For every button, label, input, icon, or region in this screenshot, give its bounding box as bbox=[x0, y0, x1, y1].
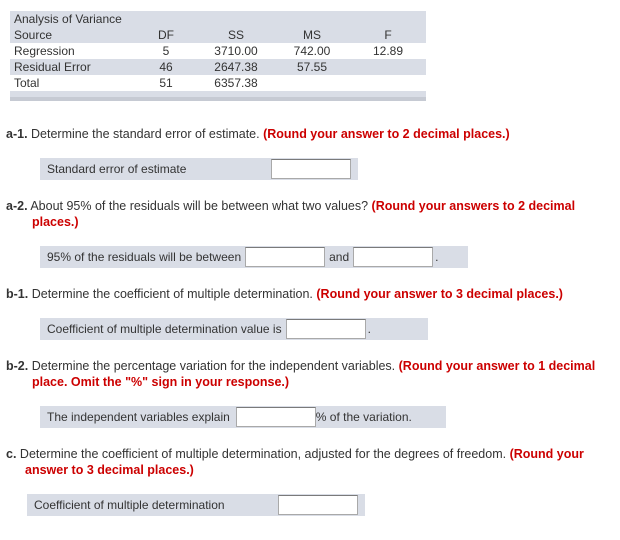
residual-high-input[interactable] bbox=[353, 247, 433, 267]
question-b2 bbox=[6, 358, 616, 390]
answer-row-b1 bbox=[40, 318, 428, 340]
cell-ss: 3710.00 bbox=[198, 43, 274, 59]
cell-source: Regression bbox=[10, 43, 134, 59]
anova-header-row bbox=[10, 27, 426, 43]
answer-label: Coefficient of multiple determination value is bbox=[47, 322, 282, 336]
cell-ss: 2647.38 bbox=[214, 60, 258, 74]
rounding-instruction-cont: places.) bbox=[32, 215, 79, 229]
cell-ms: 742.00 bbox=[274, 43, 350, 59]
header-df: DF bbox=[158, 28, 174, 42]
question-text: About 95% of the residuals will be between what two values? bbox=[30, 199, 369, 213]
question-a1 bbox=[6, 126, 616, 142]
cell-f bbox=[350, 59, 426, 75]
cell-df: 46 bbox=[159, 60, 173, 74]
answer-label: Coefficient of multiple determination bbox=[34, 498, 225, 512]
answer-row-c bbox=[27, 494, 365, 516]
question-number: b-1. bbox=[6, 287, 29, 301]
rounding-instruction: (Round your answer to 3 decimal places.) bbox=[316, 287, 563, 301]
question-text: Determine the coefficient of multiple determination, adjusted for the degrees of freedom. bbox=[19, 447, 507, 461]
rounding-instruction: (Round your bbox=[509, 447, 584, 461]
anova-grid bbox=[10, 27, 426, 91]
question-b1 bbox=[6, 286, 616, 302]
header-ms: MS bbox=[303, 28, 321, 42]
header-f: F bbox=[384, 28, 392, 42]
rounding-instruction-cont: answer to 3 decimal places.) bbox=[25, 463, 194, 477]
cell-df: 51 bbox=[134, 75, 198, 91]
rounding-instruction: (Round your answers to 2 decimal bbox=[371, 199, 576, 213]
cell-f: 12.89 bbox=[350, 43, 426, 59]
anova-table bbox=[10, 11, 426, 101]
question-text: Determine the coefficient of multiple determination. bbox=[31, 287, 313, 301]
rounding-instruction-cont: place. Omit the "%" sign in your response.) bbox=[32, 375, 290, 389]
cell-df: 5 bbox=[134, 43, 198, 59]
question-number: a-2. bbox=[6, 199, 28, 213]
answer-row-a1 bbox=[40, 158, 358, 180]
header-source: Source bbox=[14, 28, 53, 42]
coefficient-determination-input[interactable] bbox=[286, 319, 366, 339]
standard-error-input[interactable] bbox=[271, 159, 351, 179]
question-number: b-2. bbox=[6, 359, 29, 373]
question-number: a-1. bbox=[6, 127, 28, 141]
cell-source: Total bbox=[10, 75, 134, 91]
residual-low-input[interactable] bbox=[245, 247, 325, 267]
cell-ms bbox=[274, 75, 350, 91]
answer-label: The independent variables explain bbox=[47, 410, 230, 424]
cell-source: Residual Error bbox=[14, 60, 91, 74]
adjusted-coefficient-input[interactable] bbox=[278, 495, 358, 515]
question-text: Determine the standard error of estimate. bbox=[31, 127, 260, 141]
suffix-text: . bbox=[367, 322, 371, 336]
rounding-instruction: (Round your answer to 1 decimal bbox=[398, 359, 596, 373]
answer-label: 95% of the residuals will be between bbox=[47, 250, 242, 264]
suffix-text: % of the variation. bbox=[315, 410, 412, 424]
answer-row-a2 bbox=[40, 246, 468, 268]
and-label: and bbox=[329, 250, 350, 264]
question-a2 bbox=[6, 198, 616, 230]
rounding-instruction: (Round your answer to 2 decimal places.) bbox=[263, 127, 510, 141]
cell-ms: 57.55 bbox=[296, 60, 328, 74]
answer-label: Standard error of estimate bbox=[47, 162, 187, 176]
answer-row-b2 bbox=[40, 406, 446, 428]
suffix-text: . bbox=[435, 250, 439, 264]
table-row bbox=[10, 59, 426, 75]
table-row bbox=[10, 43, 426, 59]
anova-title: Analysis of Variance bbox=[14, 12, 122, 26]
cell-f bbox=[350, 75, 426, 91]
cell-ss: 6357.38 bbox=[198, 75, 274, 91]
percentage-variation-input[interactable] bbox=[236, 407, 316, 427]
table-row bbox=[10, 75, 426, 91]
table-bottom-border bbox=[10, 97, 426, 101]
question-text: Determine the percentage variation for the independent variables. bbox=[31, 359, 396, 373]
question-c bbox=[6, 446, 616, 478]
question-number: c. bbox=[6, 447, 17, 461]
header-ss: SS bbox=[227, 28, 244, 42]
